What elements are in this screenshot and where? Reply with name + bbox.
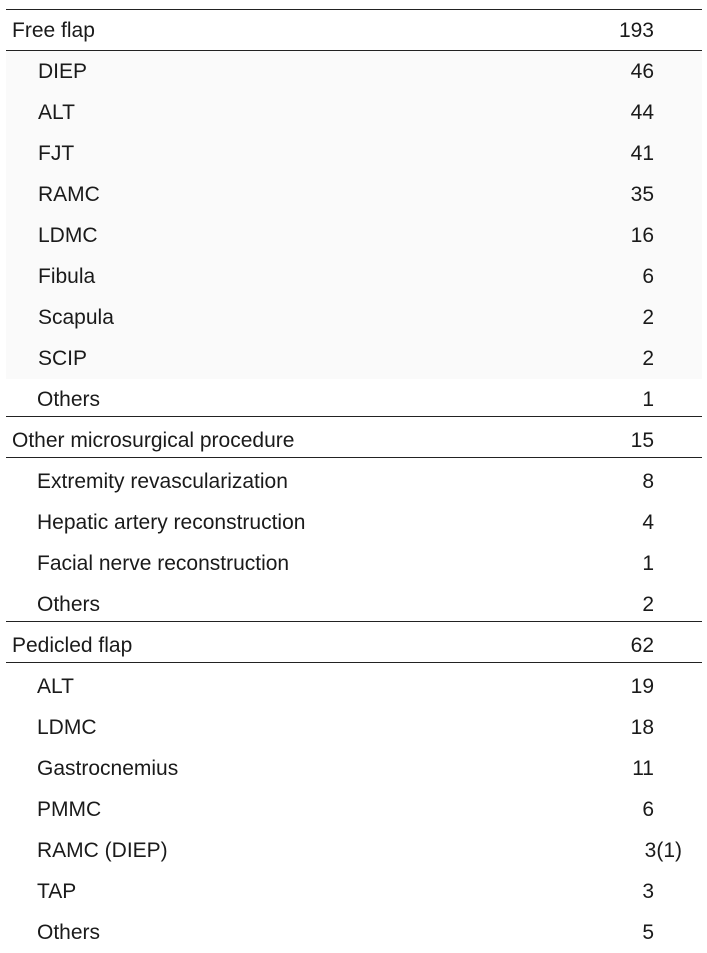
row-value: 35 [630,183,654,206]
table-row [6,297,702,338]
table-row [6,461,702,502]
table-row [6,92,702,133]
section-header-rule [6,457,702,458]
row-value: 8 [642,470,654,493]
row-label: SCIP [38,347,88,370]
section-header-free-flap [6,10,702,51]
row-label: Others [37,921,101,944]
row-label: Others [37,593,101,616]
row-label: TAP [37,880,77,903]
row-label: FJT [38,142,75,165]
section-title: Other microsurgical procedure [12,429,295,452]
row-value: 18 [630,716,654,739]
row-label: RAMC [38,183,100,206]
section-header-other-microsurgical [6,420,702,461]
table-row [6,871,702,912]
table-row [6,174,702,215]
row-label: Hepatic artery reconstruction [37,511,306,534]
table-row [6,543,702,584]
row-value: 1 [642,388,654,411]
row-value: 44 [630,101,654,124]
row-value: 46 [630,60,654,83]
row-label: Fibula [38,265,96,288]
table-row [6,584,702,625]
table-row [6,338,702,379]
table-row [6,256,702,297]
section-divider-rule [6,621,702,622]
row-label: LDMC [38,224,98,247]
section-title: Free flap [12,19,95,42]
row-value: 6 [642,798,654,821]
row-label: Others [37,388,101,411]
row-value: 3 [642,880,654,903]
row-label: Gastrocnemius [37,757,179,780]
table-row [6,666,702,707]
section-total: 193 [618,19,654,42]
table-row [6,748,702,789]
table-row [6,133,702,174]
procedure-table [6,10,702,953]
row-label: LDMC [37,716,97,739]
row-value: 5 [642,921,654,944]
row-label: Scapula [38,306,114,329]
row-label: Extremity revascularization [37,470,288,493]
row-value: 2 [642,347,654,370]
table-row [6,215,702,256]
row-value: 19 [630,675,654,698]
section-title: Pedicled flap [12,634,133,657]
row-value: 2 [642,306,654,329]
table-row [6,707,702,748]
table-row [6,51,702,92]
row-value: 1 [642,552,654,575]
row-label: ALT [38,101,75,124]
row-value: 3(1) [644,839,682,862]
section-total: 15 [630,429,654,452]
row-value: 4 [642,511,654,534]
row-value: 41 [630,142,654,165]
table-row [6,379,702,420]
table-row [6,502,702,543]
row-label: RAMC (DIEP) [37,839,168,862]
table-row [6,830,702,871]
section-divider-rule [6,416,702,417]
table-row [6,912,702,953]
section-total: 62 [630,634,654,657]
section-header-pedicled-flap [6,625,702,666]
row-label: PMMC [37,798,102,821]
row-value: 16 [630,224,654,247]
row-value: 6 [642,265,654,288]
row-value: 2 [642,593,654,616]
row-label: DIEP [38,60,88,83]
section-header-rule [6,50,702,51]
section-header-rule [6,662,702,663]
row-label: ALT [37,675,74,698]
row-label: Facial nerve reconstruction [37,552,290,575]
table-row [6,789,702,830]
row-value: 11 [632,757,654,780]
